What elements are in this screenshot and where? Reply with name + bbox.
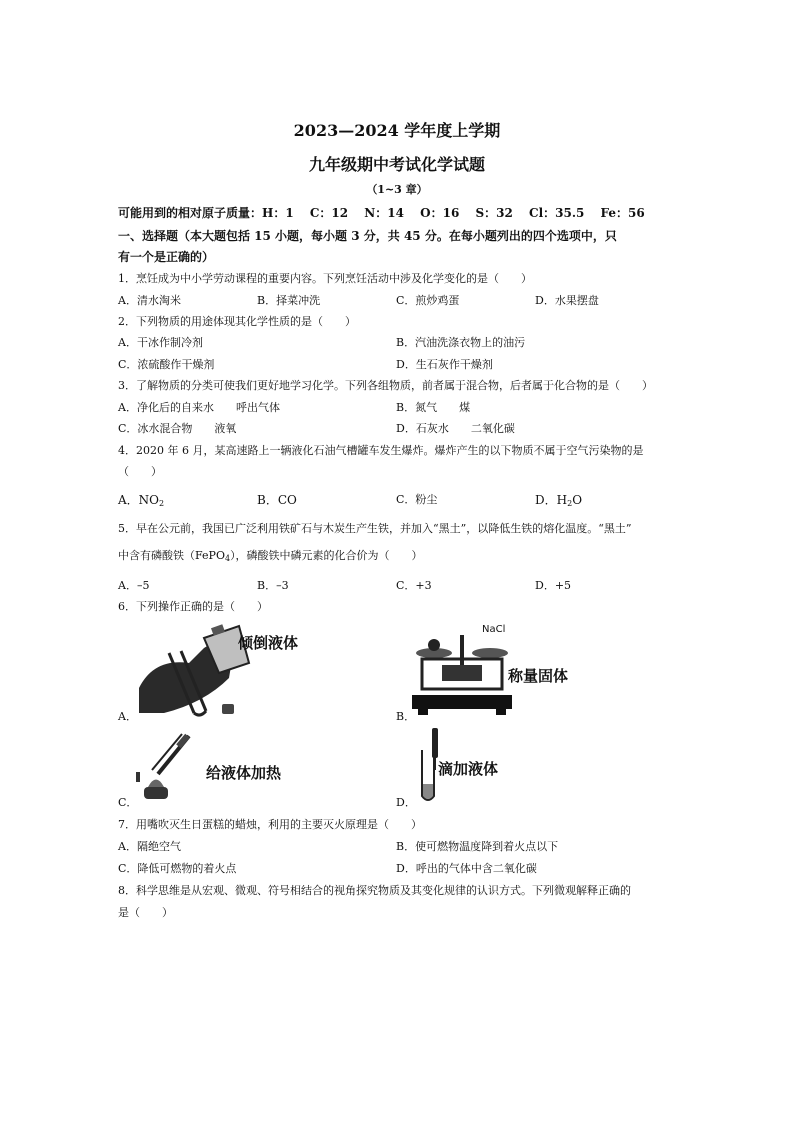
q4-stem-line1: 4．2020 年 6 月，某高速路上一辆液化石油气槽罐车发生爆炸。爆炸产生的以下物质不属于空气污染物的是 [118,444,644,457]
q2-option-b: B．汽油洗涤衣物上的油污 [396,336,526,349]
q3-option-d: D．石灰水 二氧化碳 [396,422,515,435]
q3-option-a: A．净化后的自来水 呼出气体 [118,401,280,414]
q8-stem-line1: 8．科学思维是从宏观、微观、符号相结合的视角探究物质及其变化规律的认识方式。下列微观解释正确的 [118,884,631,897]
chapter-range: （1~3 章） [366,183,428,196]
q6-option-a: A． [118,710,137,723]
section1-heading-line2: 有一个是正确的） [118,250,215,264]
q6-option-c: C． [118,796,138,809]
q6-image-b-label: 称量固体 [508,667,569,685]
q2-option-a: A．干冰作制冷剂 [118,336,203,349]
q5-stem-line2 [118,547,423,563]
q6-option-d: D． [396,796,416,809]
q6-image-c-label: 给液体加热 [206,764,282,782]
q4-option-d-formula-o: O [572,493,583,507]
q3-stem: 3．了解物质的分类可使我们更好地学习化学。下列各组物质，前者属于混合物，后者属于化合物的是（ ） [118,379,653,392]
q1-option-d: D．水果摆盘 [535,294,599,307]
q6-image-d-label: 滴加液体 [438,760,499,778]
q4-option-a-prefix: A． [118,493,139,507]
q1-option-b: B．择菜冲洗 [257,294,321,307]
q4-option-b: B．CO [257,493,297,507]
q3-option-c: C．冰水混合物 液氧 [118,422,237,435]
q5-option-a: A．–5 [118,579,150,592]
q5-option-d: D．+5 [535,579,572,592]
q7-option-b: B．使可燃物温度降到着火点以下 [396,840,559,853]
title-line2: 九年级期中考试化学试题 [308,155,485,174]
q6-image-b-nacl: NaCl [482,624,506,635]
q5-option-c: C．+3 [396,579,432,592]
q4-option-a [118,491,164,508]
q4-option-d-formula-h: H [556,493,568,507]
q4-option-c: C．粉尘 [396,493,438,506]
q3-option-b: B．氮气 煤 [396,401,471,414]
q1-stem: 1．烹饪成为中小学劳动课程的重要内容。下列烹饪活动中涉及化学变化的是（ ） [118,272,532,285]
section1-heading-line1: 一、选择题（本大题包括 15 小题，每小题 3 分，共 45 分。在每小题列出的四个选项中，只 [118,229,617,243]
q4-option-d-subscript: 2 [567,499,573,508]
q4-option-a-formula: NO [138,493,160,507]
q6-option-b: B． [396,710,416,723]
q4-option-d-prefix: D． [535,493,557,507]
q5-stem-subscript: 4 [224,554,231,563]
q6-image-balance [412,625,512,717]
q5-stem-line1: 5．早在公元前，我国已广泛利用铁矿石与木炭生产生铁，并加入“黑土”，以降低生铁的熔化温度。“黑土” [118,522,632,535]
q5-stem-line2-b: ），磷酸铁中磷元素的化合价为（ ） [230,549,423,562]
q5-stem-line2-a: 中含有磷酸铁（FePO [118,549,225,562]
title-line1: 2023—2024 学年度上学期 [293,121,501,140]
q4-stem-line2: （ ） [118,465,162,478]
q2-option-d: D．生石灰作干燥剂 [396,358,493,371]
q1-option-c: C．煎炒鸡蛋 [396,294,460,307]
q5-option-b: B．–3 [257,579,289,592]
q2-stem: 2．下列物质的用途体现其化学性质的是（ ） [118,315,356,328]
q4-option-a-subscript: 2 [159,499,165,508]
q4-option-d [535,491,582,508]
q6-image-heat-liquid [134,732,204,802]
q7-stem: 7．用嘴吹灭生日蛋糕的蜡烛，利用的主要灭火原理是（ ） [118,818,422,831]
q6-image-a-label: 倾倒液体 [238,634,299,652]
q2-option-c: C．浓硫酸作干燥剂 [118,358,215,371]
q7-option-a: A．隔绝空气 [118,840,181,853]
q8-stem-line2: 是（ ） [118,906,173,919]
q1-option-a: A．清水淘米 [118,294,181,307]
q7-option-d: D．呼出的气体中含二氧化碳 [396,862,537,875]
atomic-mass-line: 可能用到的相对原子质量：H：1 C：12 N：14 O：16 S：32 Cl：35.5 Fe：56 [118,206,645,220]
q7-option-c: C．降低可燃物的着火点 [118,862,237,875]
q6-stem: 6．下列操作正确的是（ ） [118,600,268,613]
